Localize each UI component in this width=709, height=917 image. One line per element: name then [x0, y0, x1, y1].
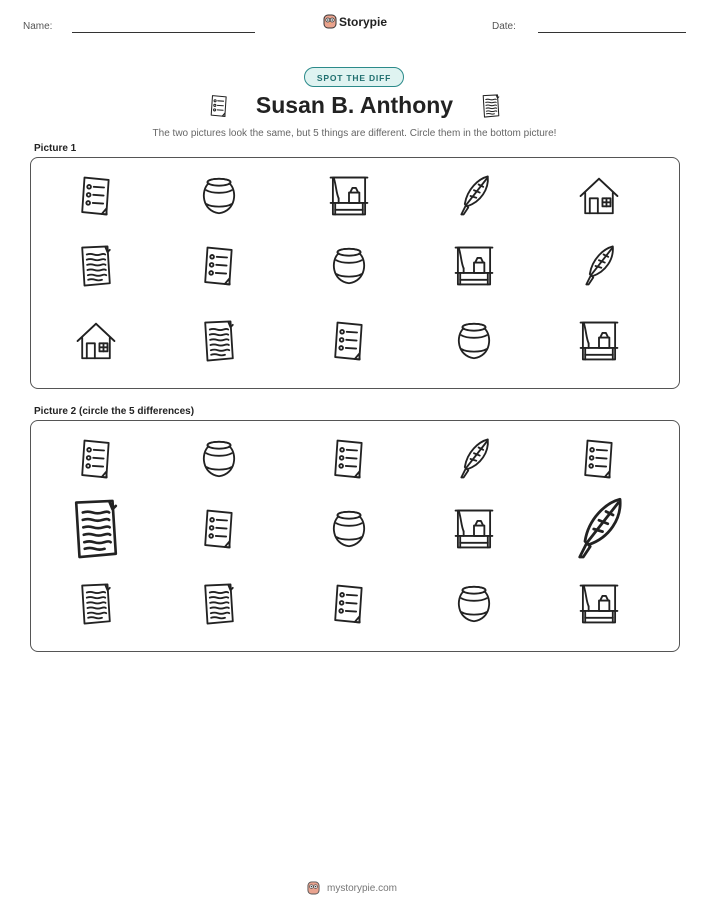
picture-2-label: Picture 2 (circle the 5 differences): [34, 406, 195, 417]
document-icon[interactable]: [73, 581, 119, 632]
pot-icon: [326, 243, 372, 294]
house-icon: [576, 173, 622, 224]
name-label: Name:: [23, 21, 53, 32]
pot-icon[interactable]: [451, 581, 497, 632]
picture-2-panel[interactable]: [30, 420, 680, 652]
window-table-icon: [451, 243, 497, 294]
document-icon: [73, 243, 119, 294]
footer-owl-icon: [307, 880, 320, 900]
date-label: Date:: [492, 21, 516, 32]
brand-name: Storypie: [339, 15, 388, 29]
window-table-icon[interactable]: [451, 506, 497, 557]
name-line[interactable]: [72, 32, 255, 33]
checklist-icon[interactable]: [326, 436, 372, 487]
spot-the-diff-badge: SPOT THE DIFF: [304, 67, 404, 87]
pot-icon[interactable]: [196, 436, 242, 487]
instructions: The two pictures look the same, but 5 things are different. Circle them in the bottom picture!: [152, 128, 557, 139]
window-table-icon: [576, 318, 622, 369]
checklist-icon: [73, 173, 119, 224]
checklist-icon: [326, 318, 372, 369]
checklist-icon[interactable]: [73, 436, 119, 487]
document-icon[interactable]: [196, 581, 242, 632]
checklist-icon[interactable]: [326, 581, 372, 632]
pot-icon[interactable]: [326, 506, 372, 557]
window-table-icon[interactable]: [576, 581, 622, 632]
document-icon: [196, 318, 242, 369]
page-title: Susan B. Anthony: [255, 92, 454, 118]
checklist-icon: [196, 243, 242, 294]
feather-quill-icon[interactable]: [451, 436, 497, 487]
pot-icon: [196, 173, 242, 224]
document-icon[interactable]: [63, 496, 129, 567]
picture-1-panel: [30, 157, 680, 389]
footer-url[interactable]: mystorypie.com: [327, 883, 398, 894]
checklist-icon[interactable]: [196, 506, 242, 557]
feather-quill-icon[interactable]: [564, 494, 634, 569]
picture-1-label: Picture 1: [34, 143, 77, 154]
feather-quill-icon: [576, 243, 622, 294]
window-table-icon: [326, 173, 372, 224]
house-icon: [73, 318, 119, 369]
feather-quill-icon: [451, 173, 497, 224]
document-icon: [478, 93, 504, 124]
date-line[interactable]: [538, 32, 686, 33]
storypie-owl-icon: [323, 13, 337, 34]
pot-icon: [451, 318, 497, 369]
checklist-icon[interactable]: [576, 436, 622, 487]
